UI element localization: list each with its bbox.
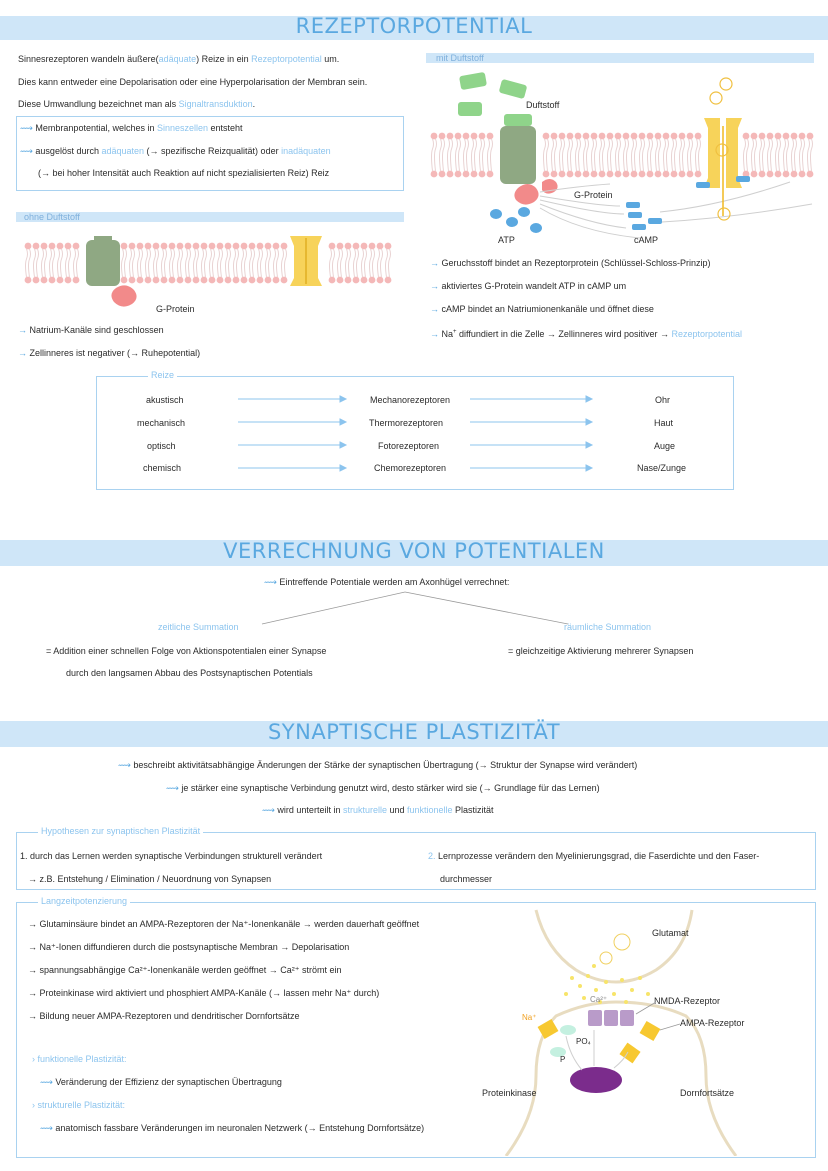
box-line-1: ⟿ Membranpotential, welches in Sinneszellen entsteht (20, 123, 243, 133)
strukturelle-plastizitaet-label: › strukturelle Plastizität: (32, 1100, 126, 1110)
glutamat-label: Glutamat (652, 928, 689, 938)
ltp-step-4: → Proteinkinase wird aktiviert und phosphiert AMPA-Kanäle (→ lassen mehr Na⁺ durch) (28, 988, 380, 998)
rezeptor-thermo: Thermorezeptoren (369, 418, 444, 428)
hypothese-1: 1. durch das Lernen werden synaptische Verbindungen strukturell verändert (20, 851, 323, 861)
reiz-akustisch: akustisch (146, 395, 184, 405)
reize-label: Reize (148, 370, 177, 380)
nmda-label: NMDA-Rezeptor (654, 996, 721, 1006)
rezeptor-foto: Fotorezeptoren (378, 441, 440, 451)
mit-bullet-4: → Na+ diffundiert in die Zelle → Zellinneres wird positiver → Rezeptorpotential (430, 329, 743, 339)
g-protein-mit (514, 184, 538, 205)
dornfortsaetze-label: Dornfortsätze (680, 1088, 735, 1098)
proteinkinase-enzyme (570, 1067, 622, 1093)
ltp-step-1: → Glutaminsäure bindet an AMPA-Rezeptoren der Na⁺-Ionenkanäle → werden dauerhaft geöffnet (28, 919, 420, 929)
rezeptor-chemo: Chemorezeptoren (374, 463, 447, 473)
mit-bullet-2: → aktiviertes G-Protein wandelt ATP in cAMP um (430, 281, 627, 291)
nmda-receptor-1 (588, 1010, 602, 1026)
zeitliche-line-1: = Addition einer schnellen Folge von Aktionspotentialen einer Synapse (46, 646, 327, 656)
organ-auge: Auge (654, 441, 676, 451)
reiz-optisch: optisch (147, 441, 176, 451)
g-protein-label-ohne: G-Protein (156, 304, 195, 314)
hypothesen-label: Hypothesen zur synaptischen Plastizität (38, 826, 203, 836)
atp-label: ATP (498, 235, 515, 245)
box-line-2: ⟿ ausgelöst durch adäquaten (→ spezifische Reizqualität) oder inadäquaten (20, 146, 331, 156)
raeumliche-summation-label: räumliche Summation (564, 622, 652, 632)
plastizitaet-line-1: ⟿ beschreibt aktivitätsabhängige Änderungen der Stärke der synaptischen Übertragung (→ Struktur der Synapse wird verändert) (118, 760, 638, 770)
strukturelle-plastizitaet-text: ⟿ anatomisch fassbare Veränderungen im neuronalen Netzwerk (→ Entstehung Dornfortsätze) (40, 1123, 425, 1133)
intro-line-3: Diese Umwandlung bezeichnet man als Signaltransduktion. (18, 99, 256, 109)
membrane-diagram-ohne (24, 232, 394, 317)
plastizitaet-line-3: ⟿ wird unterteilt in strukturelle und funktionelle Plastizität (262, 805, 494, 815)
ohne-duftstoff-label: ohne Duftstoff (24, 212, 80, 222)
organ-ohr: Ohr (655, 395, 671, 405)
reiz-chemisch: chemisch (143, 463, 182, 473)
proteinkinase-label: Proteinkinase (482, 1088, 537, 1098)
ca-label: Ca²⁺ (590, 995, 608, 1004)
hypothese-2: 2. Lernprozesse verändern den Myelinierungsgrad, die Faserdichte und den Faser- (428, 851, 760, 861)
receptor-protein-ohne (86, 240, 120, 286)
synapse-diagram (476, 906, 806, 1156)
raeumliche-line-1: = gleichzeitige Aktivierung mehrerer Synapsen (508, 646, 694, 656)
duftstoff-bound (504, 114, 532, 126)
reize-arrows (230, 392, 600, 477)
summation-branches (250, 588, 580, 628)
mit-bullet-3: → cAMP bindet an Natriumionenkanäle und öffnet diese (430, 304, 654, 314)
ampa-receptor-right (640, 1021, 661, 1041)
duftstoff-molecule-3 (499, 79, 528, 99)
verrechnung-top: ⟿ Eintreffende Potentiale werden am Axonhügel verrechnet: (264, 577, 510, 587)
ltp-step-5: → Bildung neuer AMPA-Rezeptoren und dendritischer Dornfortsätze (28, 1011, 300, 1021)
ohne-bullet-1: → Natrium-Kanäle sind geschlossen (18, 325, 164, 335)
g-protein-label-mit: G-Protein (574, 190, 613, 200)
mit-duftstoff-label: mit Duftstoff (436, 53, 484, 63)
nmda-receptor-3 (620, 1010, 634, 1026)
sodium-channel-open-left (704, 118, 720, 188)
nmda-receptor-2 (604, 1010, 618, 1026)
section-title-verrechnung: VERRECHNUNG VON POTENTIALEN (223, 539, 605, 563)
p-label: P (560, 1055, 566, 1064)
mit-bullet-1: → Geruchsstoff bindet an Rezeptorprotein (Schlüssel-Schloss-Prinzip) (430, 258, 711, 268)
intro-line-2: Dies kann entweder eine Depolarisation oder eine Hyperpolarisation der Membran sein. (18, 77, 368, 87)
zeitliche-summation-label: zeitliche Summation (158, 622, 239, 632)
mit-duftstoff-bar (426, 53, 814, 63)
section-title-rezeptorpotential: REZEPTORPOTENTIAL (295, 14, 533, 38)
receptor-protein-mit (500, 126, 536, 184)
ltp-step-2: → Na⁺-Ionen diffundieren durch die postsynaptische Membran → Depolarisation (28, 942, 350, 952)
plastizitaet-line-2: ⟿ je stärker eine synaptische Verbindung genutzt wird, desto stärker wird sie (→ Grundlage für das Lernen) (166, 783, 600, 793)
camp-label: cAMP (634, 235, 659, 245)
box-line-3: (→ bei hoher Intensität auch Reaktion auf nicht spezialisierten Reiz) Reiz (38, 168, 330, 178)
duftstoff-molecule-2 (458, 102, 482, 116)
presynaptic-terminal (536, 910, 692, 982)
g-protein-ohne (111, 285, 136, 306)
ampa-label: AMPA-Rezeptor (680, 1018, 745, 1028)
organ-haut: Haut (654, 418, 674, 428)
hypothese-2b: durchmesser (440, 874, 493, 884)
organ-nase-zunge: Nase/Zunge (637, 463, 687, 473)
section-title-plastizitaet: SYNAPTISCHE PLASTIZITÄT (267, 720, 561, 744)
duftstoff-molecule-1 (459, 72, 487, 90)
duftstoff-label: Duftstoff (526, 100, 560, 110)
zeitliche-line-2: durch den langsamen Abbau des Postsynaptischen Potentials (66, 668, 313, 678)
funktionelle-plastizitaet-label: › funktionelle Plastizität: (32, 1054, 127, 1064)
membrane-diagram-mit (430, 66, 820, 251)
reiz-mechanisch: mechanisch (137, 418, 186, 428)
na-label: Na⁺ (522, 1013, 537, 1022)
rezeptor-mechano: Mechanorezeptoren (370, 395, 451, 405)
langzeitpotenzierung-label: Langzeitpotenzierung (38, 896, 130, 906)
funktionelle-plastizitaet-text: ⟿ Veränderung der Effizienz der synaptischen Übertragung (40, 1077, 282, 1087)
intro-line-1: Sinnesrezeptoren wandeln äußere(adäquate) Reize in ein Rezeptorpotential um. (18, 54, 340, 64)
ampa-receptor-left (538, 1019, 559, 1039)
ohne-bullet-2: → Zellinneres ist negativer (→ Ruhepotential) (18, 348, 201, 358)
hypothese-1b: → z.B. Entstehung / Elimination / Neuordnung von Synapsen (28, 874, 272, 884)
ltp-step-3: → spannungsabhängige Ca²⁺-Ionenkanäle werden geöffnet → Ca²⁺ strömt ein (28, 965, 342, 975)
po4-label: PO₄ (576, 1037, 591, 1046)
